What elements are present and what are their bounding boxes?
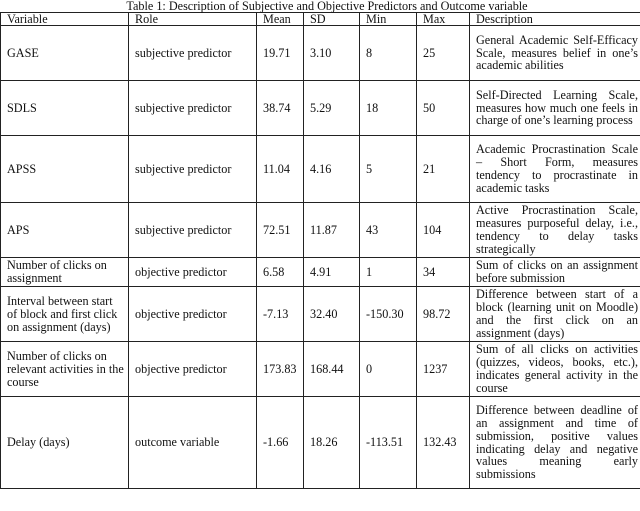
mean-cell: 173.83 bbox=[257, 342, 304, 397]
table-row bbox=[1, 136, 640, 203]
mean-cell: -7.13 bbox=[257, 287, 304, 342]
mean-cell: -1.66 bbox=[257, 397, 304, 489]
max-cell: 132.43 bbox=[417, 397, 470, 489]
column-header: Variable bbox=[1, 13, 129, 26]
column-header: Min bbox=[360, 13, 417, 26]
sd-cell: 168.44 bbox=[304, 342, 360, 397]
variable-cell: GASE bbox=[1, 26, 129, 81]
variable-cell: APSS bbox=[1, 136, 129, 203]
column-header: Max bbox=[417, 13, 470, 26]
description-cell: Active Procrastination Scale, measures purposeful delay, i.e., tendency to delay tasks strategically bbox=[470, 203, 640, 258]
max-cell: 98.72 bbox=[417, 287, 470, 342]
description-cell: Difference between deadline of an assignment and time of submission, positive values indicating delay and negative values meaning early submissions bbox=[470, 397, 640, 489]
variable-cell: Interval between start of block and first click on assignment (days) bbox=[1, 287, 129, 342]
role-cell: subjective predictor bbox=[129, 136, 257, 203]
min-cell: 0 bbox=[360, 342, 417, 397]
predictor-table bbox=[0, 12, 640, 489]
variable-cell: Number of clicks on relevant activities in the course bbox=[1, 342, 129, 397]
min-cell: -150.30 bbox=[360, 287, 417, 342]
max-cell: 50 bbox=[417, 81, 470, 136]
table-row bbox=[1, 287, 640, 342]
role-cell: subjective predictor bbox=[129, 81, 257, 136]
variable-cell: APS bbox=[1, 203, 129, 258]
variable-cell: Delay (days) bbox=[1, 397, 129, 489]
sd-cell: 18.26 bbox=[304, 397, 360, 489]
sd-cell: 5.29 bbox=[304, 81, 360, 136]
role-cell: outcome variable bbox=[129, 397, 257, 489]
sd-cell: 3.10 bbox=[304, 26, 360, 81]
table-row bbox=[1, 203, 640, 258]
column-header: Description bbox=[470, 13, 640, 26]
max-cell: 1237 bbox=[417, 342, 470, 397]
min-cell: -113.51 bbox=[360, 397, 417, 489]
header-row bbox=[1, 13, 640, 26]
sd-cell: 32.40 bbox=[304, 287, 360, 342]
min-cell: 5 bbox=[360, 136, 417, 203]
table-row bbox=[1, 397, 640, 489]
mean-cell: 72.51 bbox=[257, 203, 304, 258]
column-header: Role bbox=[129, 13, 257, 26]
description-cell: Academic Procrastination Scale – Short Form, measures tendency to procrastinate in academic tasks bbox=[470, 136, 640, 203]
max-cell: 104 bbox=[417, 203, 470, 258]
max-cell: 25 bbox=[417, 26, 470, 81]
sd-cell: 11.87 bbox=[304, 203, 360, 258]
role-cell: objective predictor bbox=[129, 342, 257, 397]
role-cell: objective predictor bbox=[129, 258, 257, 287]
max-cell: 21 bbox=[417, 136, 470, 203]
role-cell: objective predictor bbox=[129, 287, 257, 342]
table-row bbox=[1, 342, 640, 397]
column-header: Mean bbox=[257, 13, 304, 26]
table-caption: Table 1: Description of Subjective and Objective Predictors and Outcome variable bbox=[126, 0, 528, 13]
mean-cell: 19.71 bbox=[257, 26, 304, 81]
min-cell: 43 bbox=[360, 203, 417, 258]
max-cell: 34 bbox=[417, 258, 470, 287]
min-cell: 18 bbox=[360, 81, 417, 136]
table-row bbox=[1, 81, 640, 136]
min-cell: 1 bbox=[360, 258, 417, 287]
variable-cell: SDLS bbox=[1, 81, 129, 136]
table-row bbox=[1, 26, 640, 81]
variable-cell: Number of clicks on assignment bbox=[1, 258, 129, 287]
description-cell: Sum of clicks on an assignment before submission bbox=[470, 258, 640, 287]
sd-cell: 4.91 bbox=[304, 258, 360, 287]
role-cell: subjective predictor bbox=[129, 26, 257, 81]
column-header: SD bbox=[304, 13, 360, 26]
description-cell: Difference between start of a block (learning unit on Moodle) and the first click on an assignment (days) bbox=[470, 287, 640, 342]
description-cell: Sum of all clicks on activities (quizzes, videos, books, etc.), indicates general activity in the course bbox=[470, 342, 640, 397]
mean-cell: 11.04 bbox=[257, 136, 304, 203]
role-cell: subjective predictor bbox=[129, 203, 257, 258]
mean-cell: 38.74 bbox=[257, 81, 304, 136]
table-row bbox=[1, 258, 640, 287]
description-cell: Self-Directed Learning Scale, measures how much one feels in charge of one’s learning process bbox=[470, 81, 640, 136]
mean-cell: 6.58 bbox=[257, 258, 304, 287]
sd-cell: 4.16 bbox=[304, 136, 360, 203]
min-cell: 8 bbox=[360, 26, 417, 81]
description-cell: General Academic Self-Efficacy Scale, measures belief in one’s academic abilities bbox=[470, 26, 640, 81]
